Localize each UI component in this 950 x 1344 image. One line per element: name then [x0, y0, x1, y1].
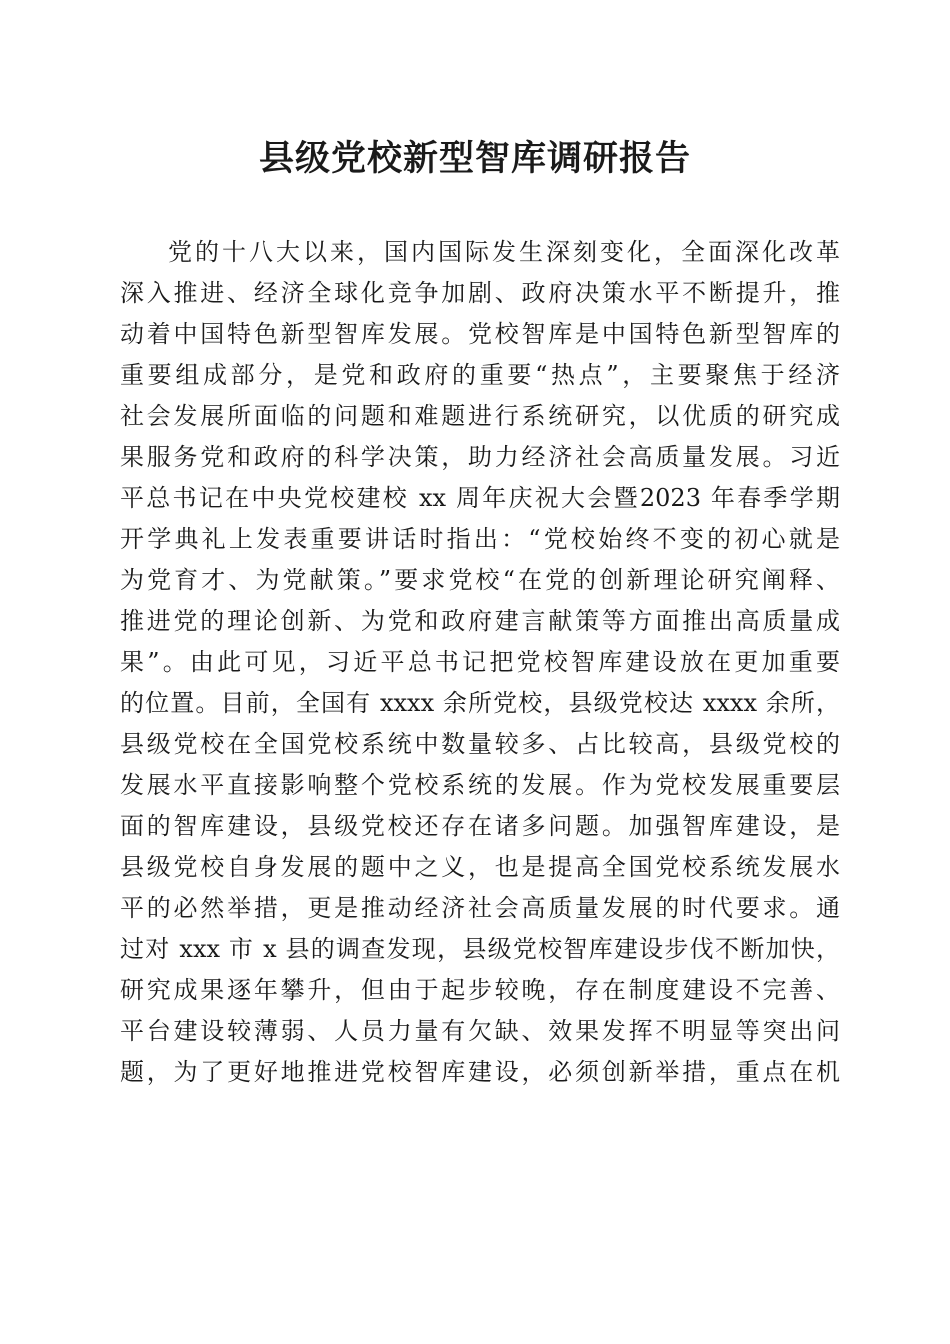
paragraph-line: 发展水平直接影响整个党校系统的发展。作为党校发展重要层 — [120, 771, 840, 799]
paragraph-line: 题，为了更好地推进党校智库建设，必须创新举措，重点在机 — [120, 1058, 840, 1086]
paragraph-line: 的位置。目前，全国有 xxxx 余所党校，县级党校达 xxxx 余所， — [120, 689, 840, 717]
paragraph-line: 过对 xxx 市 x 县的调查发现，县级党校智库建设步伐不断加快， — [120, 935, 840, 963]
paragraph-line: 推进党的理论创新、为党和政府建言献策等方面推出高质量成 — [120, 607, 840, 635]
paragraph-line: 党的十八大以来，国内国际发生深刻变化，全面深化改革 — [168, 238, 840, 266]
document-body — [120, 232, 840, 1093]
paragraph-line: 研究成果逐年攀升，但由于起步较晚，存在制度建设不完善、 — [120, 976, 840, 1004]
document-title: 县级党校新型智库调研报告 — [258, 138, 691, 179]
paragraph-line: 面的智库建设，县级党校还存在诸多问题。加强智库建设，是 — [120, 812, 840, 840]
paragraph-line: 县级党校自身发展的题中之义，也是提高全国党校系统发展水 — [120, 853, 840, 881]
paragraph-line: 开学典礼上发表重要讲话时指出：“党校始终不变的初心就是 — [120, 525, 840, 553]
paragraph-line: 社会发展所面临的问题和难题进行系统研究，以优质的研究成 — [120, 402, 840, 430]
paragraph-line: 县级党校在全国党校系统中数量较多、占比较高，县级党校的 — [120, 730, 840, 758]
paragraph-line: 重要组成部分，是党和政府的重要“热点”，主要聚焦于经济 — [120, 361, 840, 389]
paragraph-line: 平总书记在中央党校建校 xx 周年庆祝大会暨2023 年春季学期 — [120, 484, 840, 512]
paragraph-line: 动着中国特色新型智库发展。党校智库是中国特色新型智库的 — [120, 320, 840, 348]
paragraph-line: 果”。由此可见，习近平总书记把党校智库建设放在更加重要 — [120, 648, 840, 676]
paragraph-line: 平台建设较薄弱、人员力量有欠缺、效果发挥不明显等突出问 — [120, 1017, 840, 1045]
paragraph-line: 为党育才、为党献策。”要求党校“在党的创新理论研究阐释、 — [120, 566, 840, 594]
paragraph-line: 果服务党和政府的科学决策，助力经济社会高质量发展。习近 — [120, 443, 840, 471]
paragraph-line: 深入推进、经济全球化竞争加剧、政府决策水平不断提升，推 — [120, 279, 840, 307]
paragraph-line: 平的必然举措，更是推动经济社会高质量发展的时代要求。通 — [120, 894, 840, 922]
